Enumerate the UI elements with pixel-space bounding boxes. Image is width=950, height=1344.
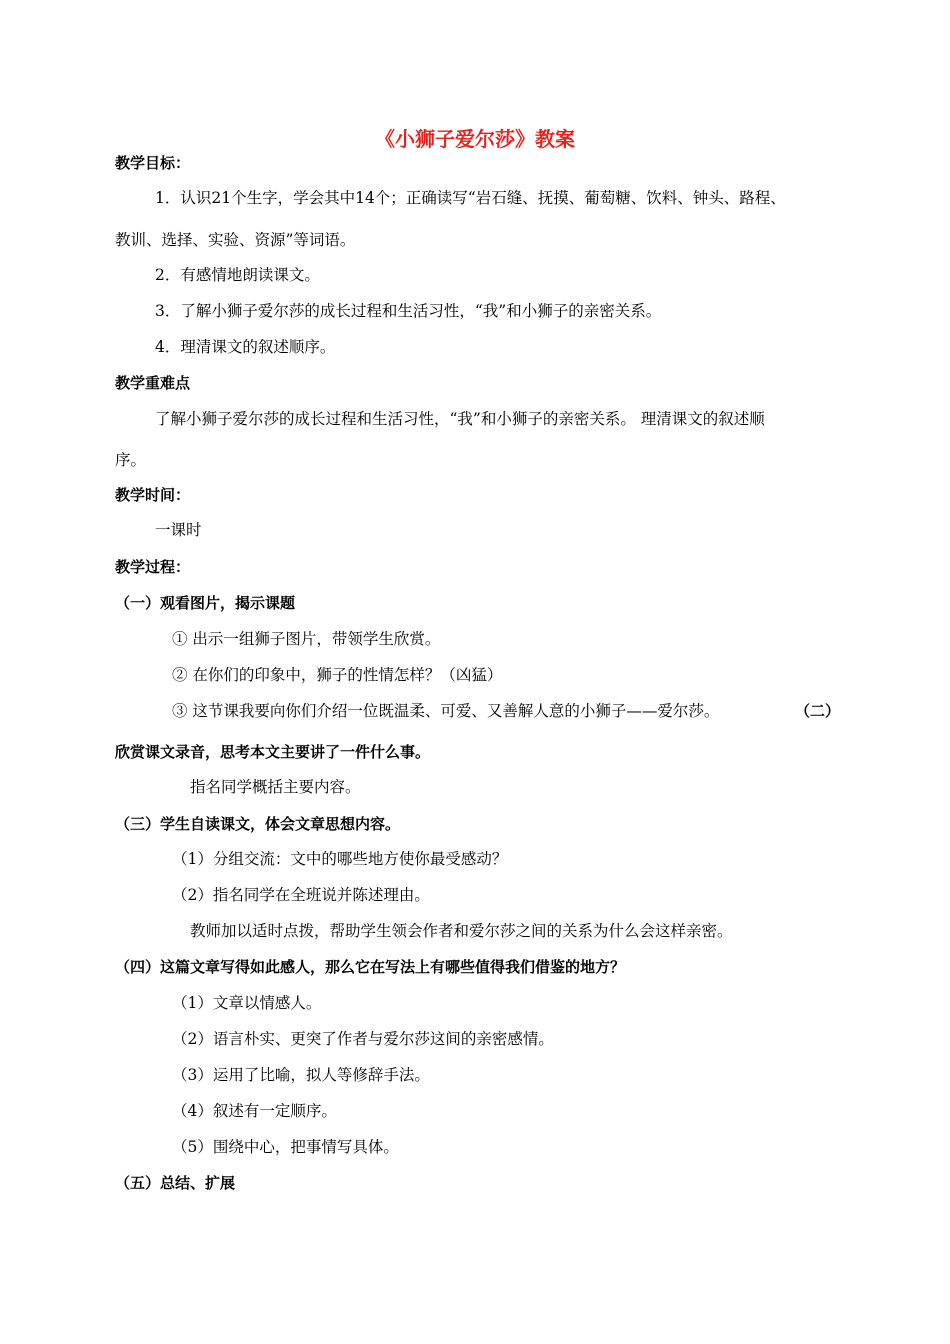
section-4-item-2: （2）语言朴实、更突了作者与爱尔莎这间的亲密感情。 xyxy=(172,1030,554,1048)
goal-item-1-line-2: 教训、选择、实验、资源”等词语。 xyxy=(115,231,356,249)
section-1-heading: （一）观看图片，揭示课题 xyxy=(115,594,296,612)
section-3-item-2: （2）指名同学在全班说并陈述理由。 xyxy=(172,886,430,904)
section-3-item-3: 教师加以适时点拨，帮助学生领会作者和爱尔莎之间的关系为什么会这样亲密。 xyxy=(190,922,733,940)
goal-item-4: 4．理清课文的叙述顺序。 xyxy=(155,338,336,356)
section-3-heading: （三）学生自读课文，体会文章思想内容。 xyxy=(115,815,401,833)
section-1-item-1: ① 出示一组狮子图片，带领学生欣赏。 xyxy=(172,630,441,648)
section-2-number: （二） xyxy=(795,702,841,720)
section-4-item-3: （3）运用了比喻，拟人等修辞手法。 xyxy=(172,1066,430,1084)
time-value: 一课时 xyxy=(155,521,202,539)
goals-heading: 教学目标： xyxy=(115,154,191,172)
process-heading: 教学过程： xyxy=(115,558,191,576)
goal-item-3: 3．了解小狮子爱尔莎的成长过程和生活习性，“我”和小狮子的亲密关系。 xyxy=(155,302,662,320)
section-4-heading: （四）这篇文章写得如此感人，那么它在写法上有哪些值得我们借鉴的地方？ xyxy=(115,958,626,976)
section-5-heading: （五）总结、扩展 xyxy=(115,1174,236,1192)
section-4-item-1: （1）文章以情感人。 xyxy=(172,994,322,1012)
page-title: 《小狮子爱尔莎》教案 xyxy=(375,127,575,151)
goal-item-1-line-1: 1．认识21个生字，学会其中14个；正确读写“岩石缝、抚摸、葡萄糖、饮料、钟头、路程、 xyxy=(155,189,786,207)
key-points-heading: 教学重难点 xyxy=(115,374,191,392)
section-2-heading: 欣赏课文录音，思考本文主要讲了一件什么事。 xyxy=(115,743,431,761)
key-points-line-1: 了解小狮子爱尔莎的成长过程和生活习性，“我”和小狮子的亲密关系。 理清课文的叙述顺 xyxy=(155,410,765,428)
goal-item-2: 2．有感情地朗读课文。 xyxy=(155,266,320,284)
section-1-item-2: ② 在你们的印象中，狮子的性情怎样？（凶猛） xyxy=(172,666,503,684)
section-4-item-4: （4）叙述有一定顺序。 xyxy=(172,1102,337,1120)
section-1-item-3: ③ 这节课我要向你们介绍一位既温柔、可爱、又善解人意的小狮子——爱尔莎。 xyxy=(172,702,720,720)
section-2-item-1: 指名同学概括主要内容。 xyxy=(190,778,361,796)
time-heading: 教学时间： xyxy=(115,486,191,504)
section-4-item-5: （5）围绕中心，把事情写具体。 xyxy=(172,1138,399,1156)
section-3-item-1: （1）分组交流：文中的哪些地方使你最受感动？ xyxy=(172,850,508,868)
key-points-line-2: 序。 xyxy=(115,451,147,469)
